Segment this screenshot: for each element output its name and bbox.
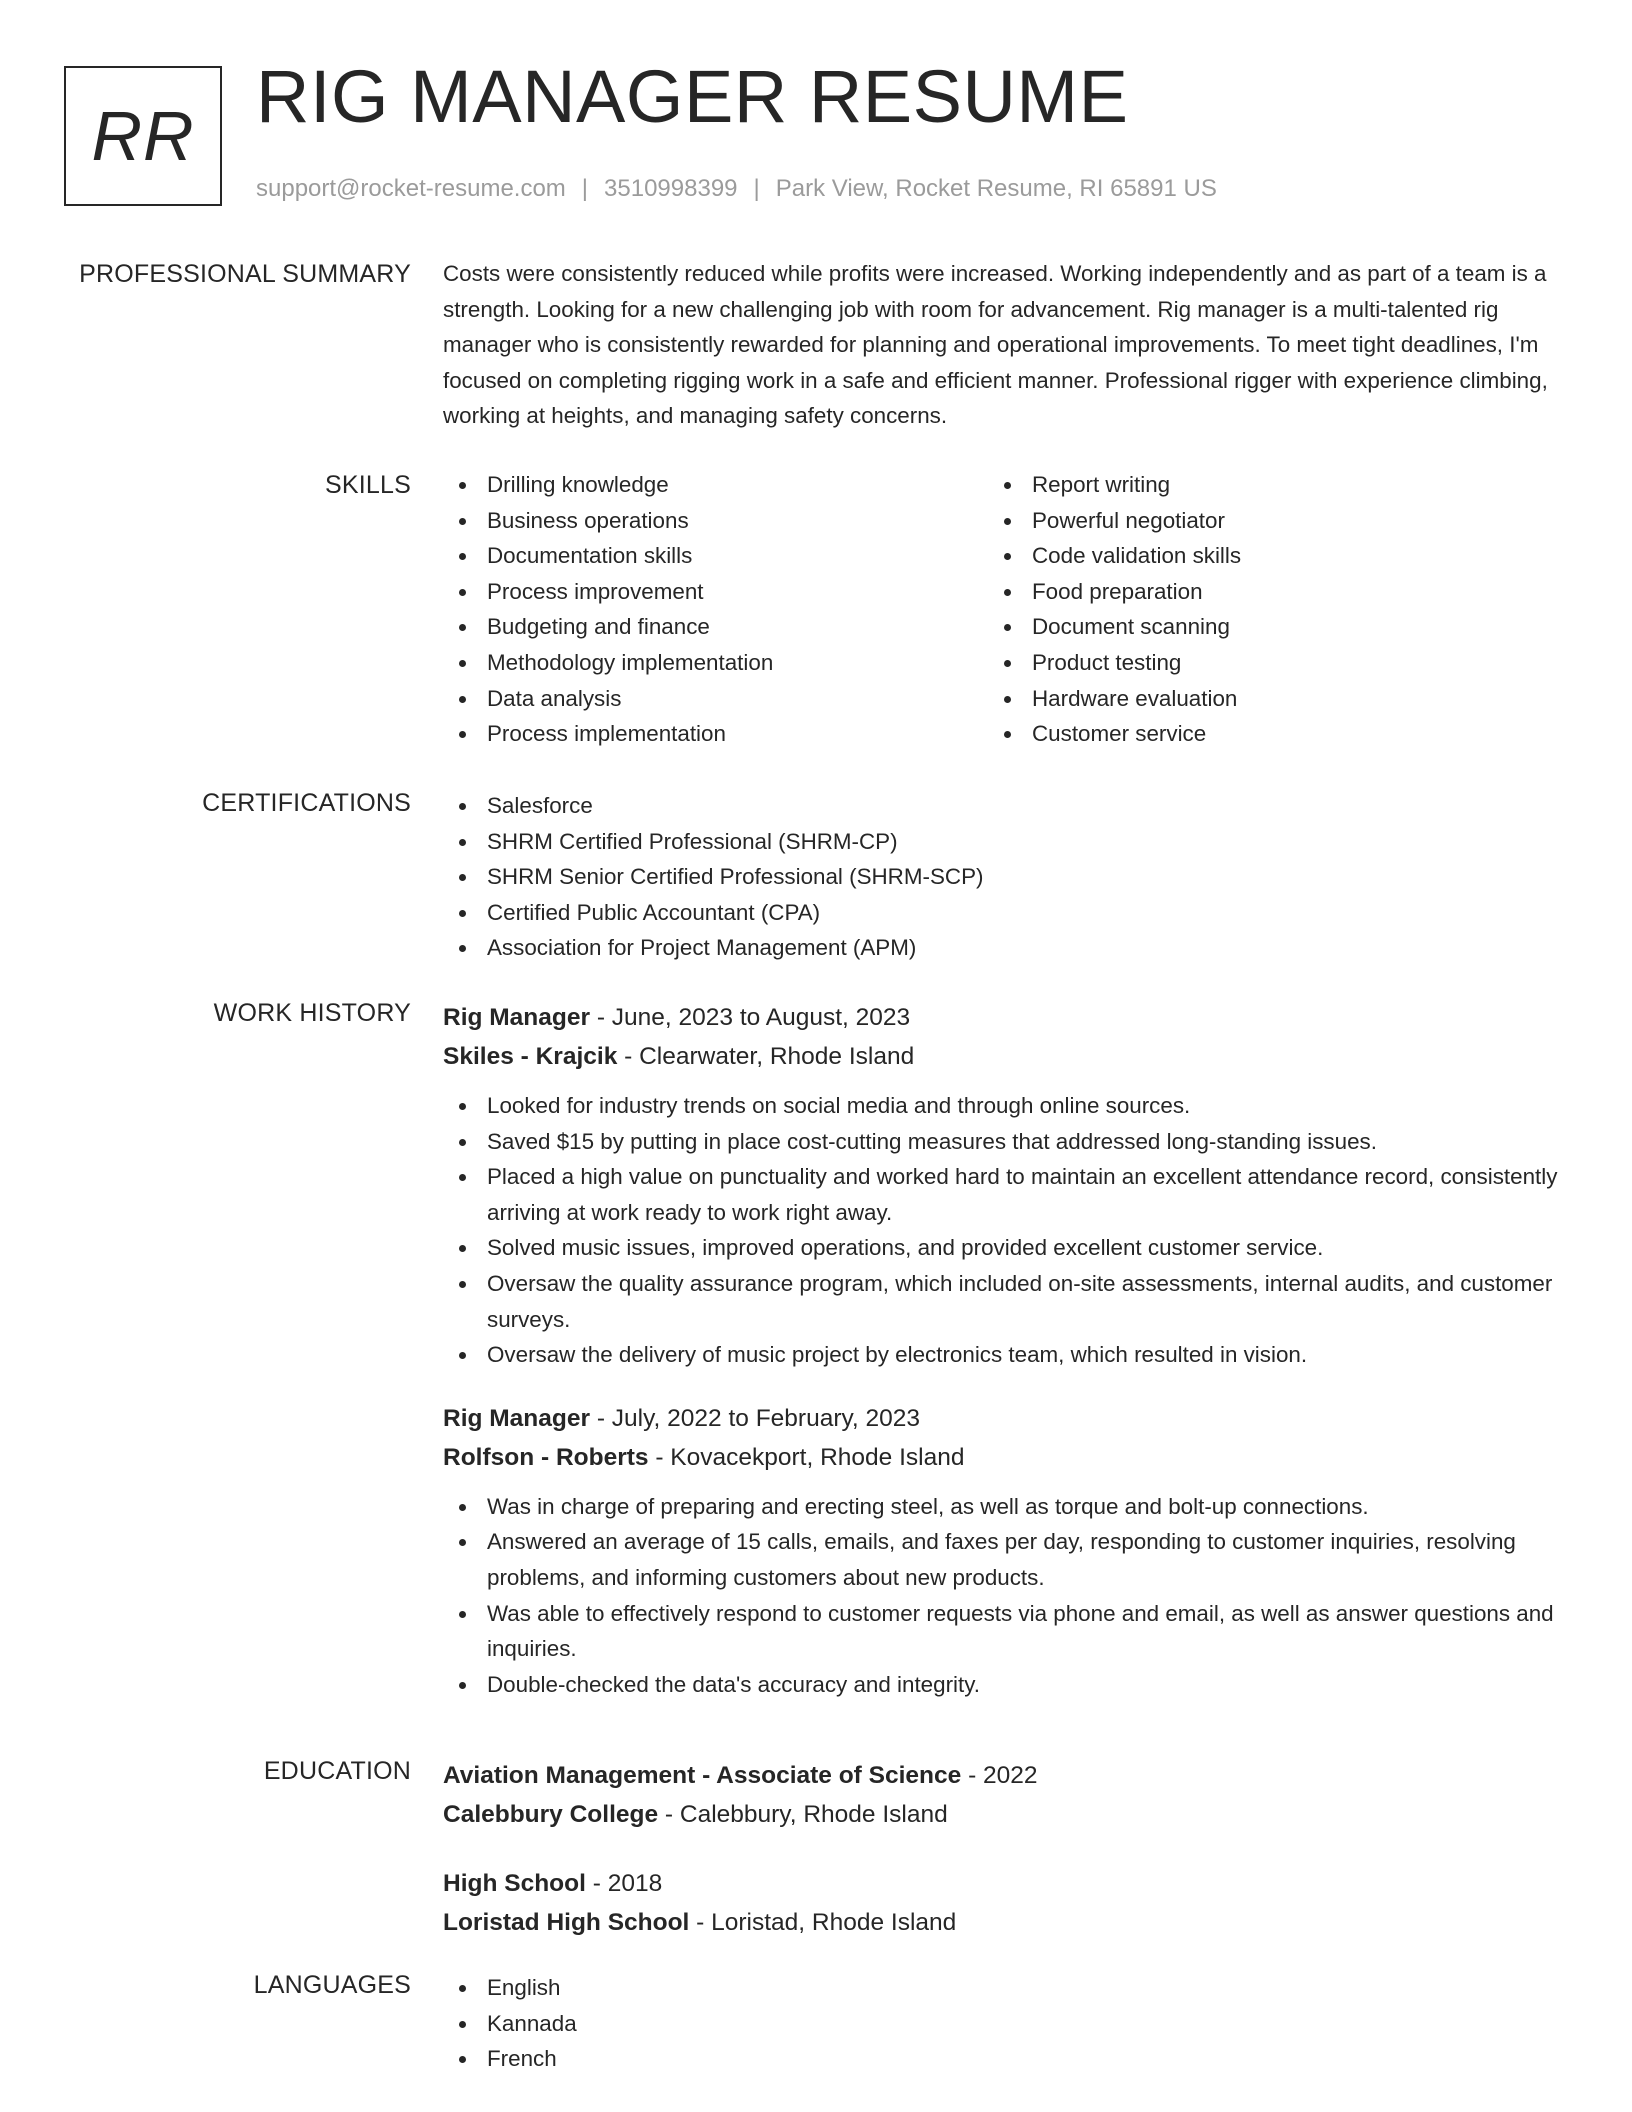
job-bullet: Was able to effectively respond to customer requests via phone and email, as well as answer questions and inquiries. (443, 1596, 1559, 1667)
section-title-work-history: WORK HISTORY (213, 999, 411, 1027)
skill-item: Document scanning (988, 609, 1533, 645)
language-item: English (443, 1970, 1559, 2006)
skill-item: Report writing (988, 467, 1533, 503)
job-entry (443, 1399, 1559, 1703)
certifications-body (443, 788, 1559, 966)
job-bullet: Answered an average of 15 calls, emails, and faxes per day, responding to customer inquiries, resolving problems, and informing customers about new products. (443, 1524, 1559, 1595)
skill-item: Documentation skills (443, 538, 988, 574)
languages-body (443, 1970, 1559, 2077)
certifications-list (443, 788, 1559, 966)
education-degree-line (443, 1756, 1559, 1795)
job-bullet: Was in charge of preparing and erecting steel, as well as torque and bolt-up connections. (443, 1489, 1559, 1525)
skills-grid (443, 467, 1559, 752)
job-bullet: Double-checked the data's accuracy and integrity. (443, 1667, 1559, 1703)
certification-item: SHRM Certified Professional (SHRM-CP) (443, 824, 1559, 860)
skill-item: Business operations (443, 503, 988, 539)
job-company: Skiles - Krajcik (443, 1043, 618, 1070)
job-bullet: Placed a high value on punctuality and worked hard to maintain an excellent attendance record, consistently arriving at work ready to work right away. (443, 1159, 1559, 1230)
job-title-line (443, 1399, 1559, 1438)
education-school-line (443, 1903, 1559, 1942)
languages-list (443, 1970, 1559, 2077)
education-body (443, 1756, 1559, 1972)
section-title-education: EDUCATION (263, 1757, 411, 1785)
summary-text: Costs were consistently reduced while profits were increased. Working independently and as part of a team is a strength. Looking for a new challenging job with room for advancement. Rig manager is a multi-talented rig manager who is consistently rewarded for planning and operational improvements. To meet tight deadlines, I'm focused on completing rigging work in a safe and efficient manner. Professional rigger with experience climbing, working at heights, and managing safety concerns. (443, 261, 1548, 429)
language-item: French (443, 2041, 1559, 2077)
monogram-badge (64, 66, 222, 206)
skill-item: Code validation skills (988, 538, 1533, 574)
resume-title: RIG MANAGER RESUME (256, 55, 1129, 138)
skill-item: Drilling knowledge (443, 467, 988, 503)
job-entry (443, 998, 1559, 1373)
skill-item: Customer service (988, 716, 1533, 752)
job-role: Rig Manager (443, 1004, 591, 1031)
education-location: - Loristad, Rhode Island (689, 1909, 957, 1936)
education-degree: Aviation Management - Associate of Science (443, 1762, 962, 1789)
education-degree: High School (443, 1870, 586, 1897)
skills-list-left (443, 467, 988, 752)
job-bullet: Saved $15 by putting in place cost-cutting measures that addressed long-standing issues. (443, 1124, 1559, 1160)
summary-body (443, 259, 1559, 434)
skill-item: Powerful negotiator (988, 503, 1533, 539)
contact-separator: | (753, 175, 760, 202)
contact-phone: 3510998399 (604, 175, 738, 202)
job-company-line (443, 1037, 1559, 1076)
job-bullet: Oversaw the quality assurance program, which included on-site assessments, internal audits, and customer surveys. (443, 1266, 1559, 1337)
certification-item: SHRM Senior Certified Professional (SHRM-SCP) (443, 859, 1559, 895)
section-title-summary: PROFESSIONAL SUMMARY (79, 260, 411, 288)
skills-body (443, 470, 1559, 752)
education-degree-line (443, 1864, 1559, 1903)
job-bullet: Solved music issues, improved operations, and provided excellent customer service. (443, 1230, 1559, 1266)
monogram-initials: RR (91, 97, 195, 175)
skill-item: Product testing (988, 645, 1533, 681)
education-entry (443, 1864, 1559, 1942)
section-title-skills: SKILLS (325, 471, 411, 499)
education-year: - 2018 (585, 1870, 663, 1897)
job-location: - Clearwater, Rhode Island (617, 1043, 915, 1070)
contact-line (256, 174, 1217, 204)
job-dates: - June, 2023 to August, 2023 (590, 1004, 911, 1031)
education-entry (443, 1756, 1559, 1834)
work-history-body (443, 998, 1559, 1728)
skill-item: Methodology implementation (443, 645, 988, 681)
job-company-line (443, 1438, 1559, 1477)
job-dates: - July, 2022 to February, 2023 (590, 1404, 921, 1432)
education-school: Loristad High School (443, 1909, 690, 1936)
certification-item: Salesforce (443, 788, 1559, 824)
job-location: - Kovacekport, Rhode Island (648, 1443, 965, 1471)
skills-list-right (988, 467, 1533, 752)
job-bullets (443, 1489, 1559, 1703)
skill-item: Data analysis (443, 681, 988, 717)
contact-address: Park View, Rocket Resume, RI 65891 US (775, 175, 1217, 202)
skill-item: Process implementation (443, 716, 988, 752)
education-year: - 2022 (961, 1762, 1038, 1789)
certification-item: Certified Public Accountant (CPA) (443, 895, 1559, 931)
job-title-line (443, 998, 1559, 1037)
education-school-line (443, 1795, 1559, 1834)
contact-email: support@rocket-resume.com (256, 175, 566, 202)
contact-separator: | (581, 175, 589, 202)
language-item: Kannada (443, 2006, 1559, 2042)
skill-item: Hardware evaluation (988, 681, 1533, 717)
section-title-languages: LANGUAGES (253, 1971, 411, 1999)
job-bullet: Oversaw the delivery of music project by electronics team, which resulted in vision. (443, 1337, 1559, 1373)
education-location: - Calebbury, Rhode Island (658, 1801, 948, 1828)
job-role: Rig Manager (443, 1404, 591, 1432)
job-company: Rolfson - Roberts (443, 1443, 649, 1471)
certification-item: Association for Project Management (APM) (443, 930, 1559, 966)
skill-item: Budgeting and finance (443, 609, 988, 645)
skill-item: Process improvement (443, 574, 988, 610)
job-bullet: Looked for industry trends on social media and through online sources. (443, 1088, 1559, 1124)
education-school: Calebbury College (443, 1801, 659, 1828)
skill-item: Food preparation (988, 574, 1533, 610)
section-title-certifications: CERTIFICATIONS (202, 789, 411, 817)
job-bullets (443, 1088, 1559, 1373)
